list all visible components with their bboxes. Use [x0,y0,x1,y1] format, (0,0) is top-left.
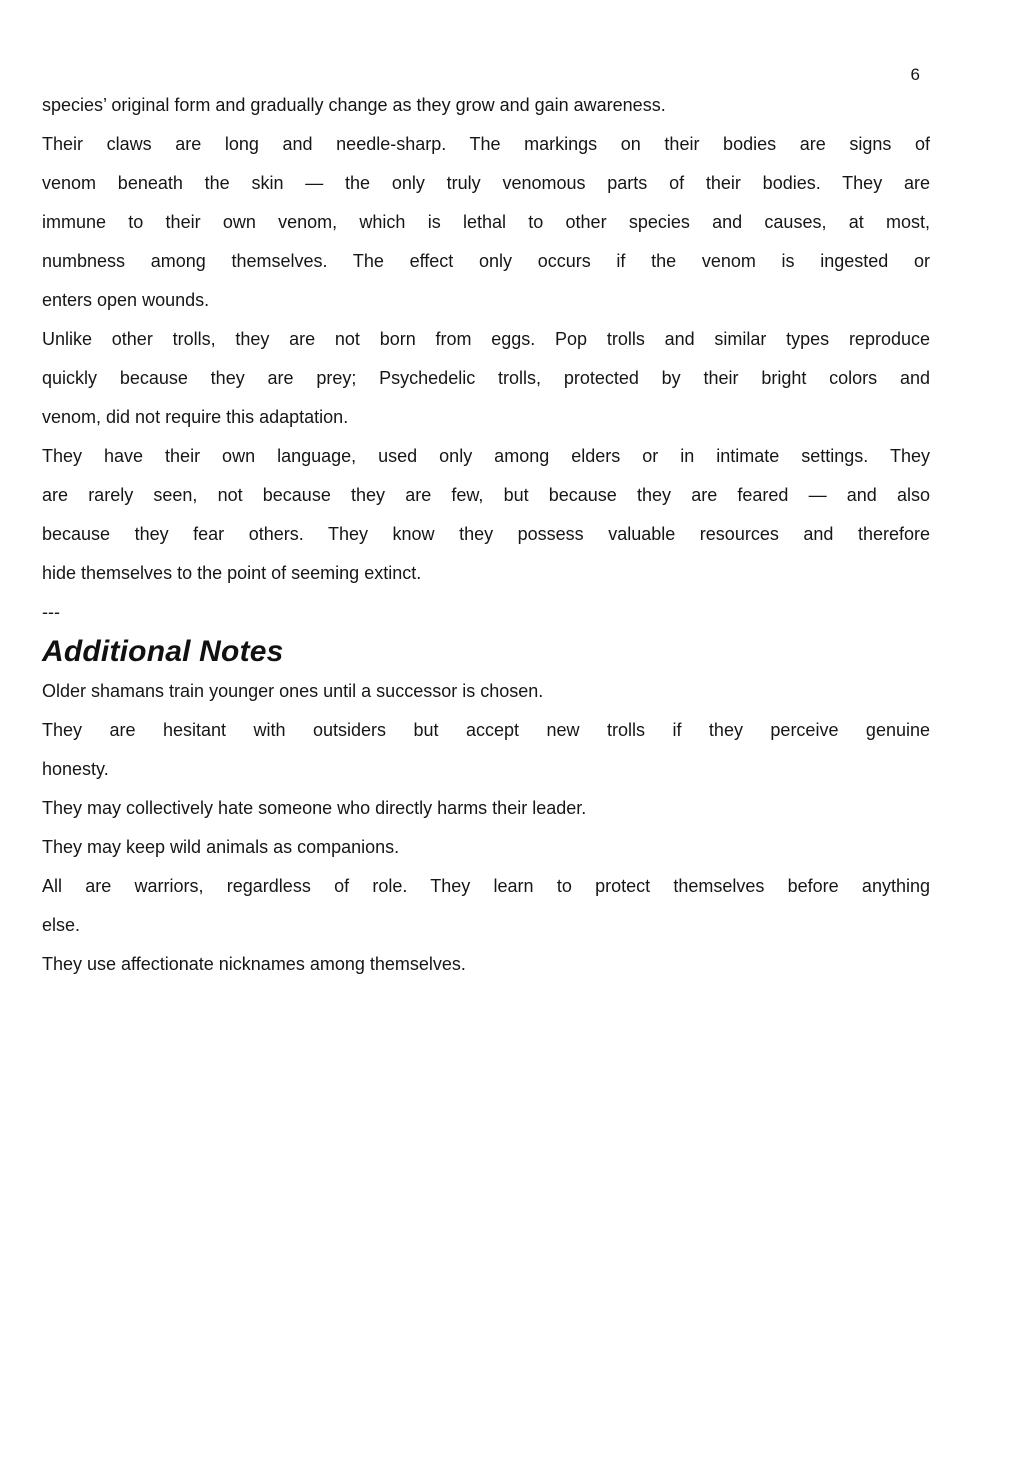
text-line: Their claws are long and needle-sharp. The markings on their bodies are signs of [42,134,930,154]
text-line: They are hesitant with outsiders but accept new trolls if they perceive genuine [42,720,930,740]
text-line: numbness among themselves. The effect only occurs if the venom is ingested or [42,251,930,271]
text-line: --- [42,602,60,622]
page-header [0,0,1012,86]
text-line: species’ original form and gradually change as they grow and gain awareness. [42,95,666,115]
text-line: They may keep wild animals as companions. [42,837,400,857]
section-separator [42,593,930,632]
paragraph [42,711,930,789]
text-line: are rarely seen, not because they are few, but because they are feared — and also [42,485,930,505]
text-line: They use affectionate nicknames among themselves. [42,954,466,974]
paragraph [42,437,930,593]
paragraph [42,125,930,320]
paragraph [42,945,930,984]
page-number: 6 [910,65,920,84]
text-line: immune to their own venom, which is lethal to other species and causes, at most, [42,212,930,232]
text-line: because they fear others. They know they possess valuable resources and therefore [42,524,930,544]
text-line: else. [42,915,81,935]
paragraph [42,86,930,125]
text-line: quickly because they are prey; Psychedelic trolls, protected by their bright colors and [42,368,930,388]
text-line: Older shamans train younger ones until a successor is chosen. [42,681,544,701]
paragraph [42,828,930,867]
text-line: enters open wounds. [42,290,210,310]
text-line: venom beneath the skin — the only truly venomous parts of their bodies. They are [42,173,930,193]
document-body [0,86,1012,984]
paragraph [42,789,930,828]
paragraph [42,320,930,437]
section-heading: Additional Notes [42,635,284,668]
text-line: honesty. [42,759,109,779]
paragraph [42,867,930,945]
text-line: All are warriors, regardless of role. They learn to protect themselves before anything [42,876,930,896]
text-line: hide themselves to the point of seeming extinct. [42,563,422,583]
text-line: They may collectively hate someone who directly harms their leader. [42,798,587,818]
paragraph [42,672,930,711]
text-line: venom, did not require this adaptation. [42,407,349,427]
text-line: Unlike other trolls, they are not born from eggs. Pop trolls and similar types reproduce [42,329,930,349]
text-line: They have their own language, used only among elders or in intimate settings. They [42,446,930,466]
